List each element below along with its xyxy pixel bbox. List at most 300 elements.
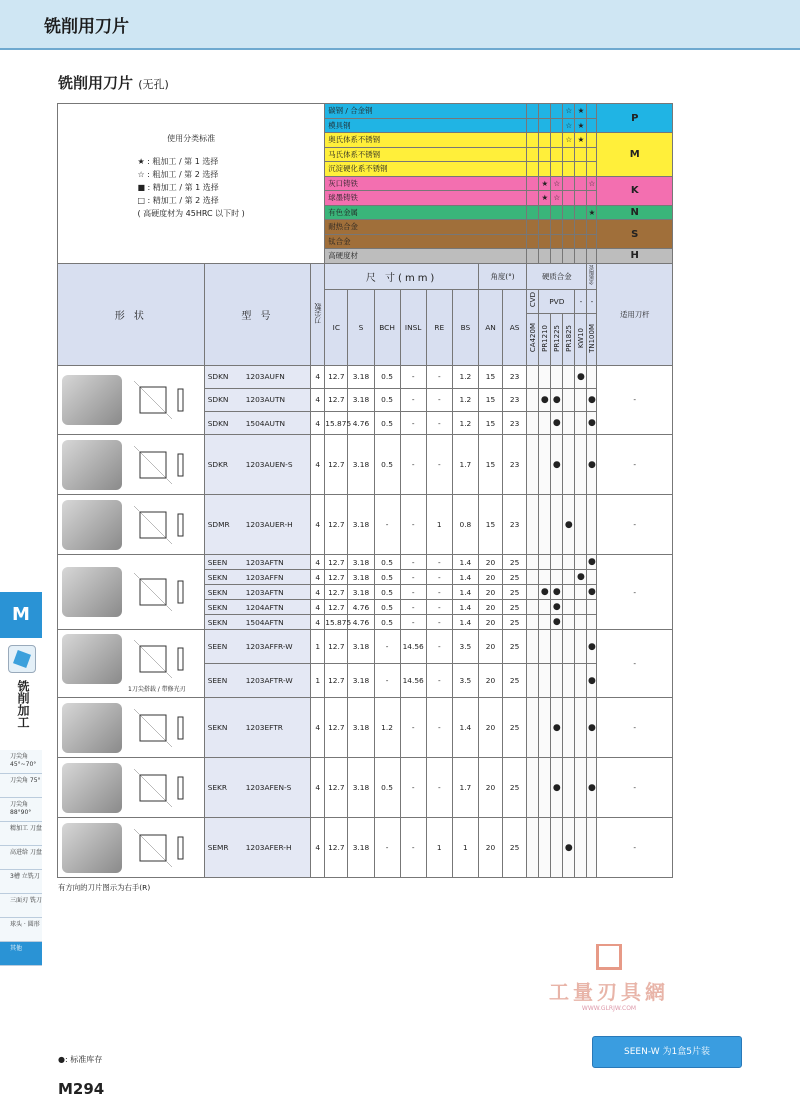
cell-s: 3.18 [348, 555, 374, 570]
model-prefix: SEEN [207, 557, 228, 567]
side-menu-item[interactable]: 球头 · 圆形 [0, 918, 42, 942]
grade-stock-cell [575, 412, 587, 435]
direction-note: 有方向的刀片图示为右手(R) [58, 883, 151, 892]
cell-an: 15 [478, 435, 502, 495]
holder-cell: - [597, 555, 673, 630]
material-grade-mark [575, 234, 587, 249]
material-grade-mark [551, 162, 563, 177]
cell-insl: - [400, 818, 426, 878]
cell-insl: - [400, 615, 426, 630]
stock-legend: ●: 标准库存 [58, 1055, 103, 1064]
model-prefix: SDKN [207, 372, 229, 382]
cell-insl: - [400, 365, 426, 388]
insert-photo [62, 567, 122, 617]
side-menu [0, 750, 42, 966]
material-grade-mark [575, 176, 587, 191]
insert-drawing-icon [128, 703, 198, 753]
cell-s: 3.18 [348, 664, 374, 698]
page-number: M294 [58, 1080, 105, 1098]
insert-photo [62, 763, 122, 813]
chapter-tab-m[interactable]: M [0, 592, 42, 638]
material-grade-mark [527, 234, 539, 249]
grade-stock-cell: ● [551, 698, 563, 758]
model-cell[interactable] [204, 412, 311, 435]
cell-insl: - [400, 495, 426, 555]
grade-stock-cell [527, 698, 539, 758]
cell-ic: 12.7 [325, 585, 348, 600]
grade-stock-cell [587, 600, 597, 615]
holder-cell: - [597, 495, 673, 555]
model-prefix: SEKN [207, 723, 228, 733]
side-menu-item[interactable]: 刀尖角 75° [0, 774, 42, 798]
col-cvd [527, 289, 539, 313]
side-menu-item[interactable]: 刀尖角 88°90° [0, 798, 42, 822]
grade-stock-cell [563, 600, 575, 615]
grade-stock-cell [527, 600, 539, 615]
model-cell[interactable] [204, 585, 311, 600]
side-menu-item[interactable]: 3槽 立铣刀 [0, 870, 42, 894]
grade-stock-cell [539, 600, 551, 615]
cell-re: - [426, 615, 452, 630]
holder-cell: - [597, 698, 673, 758]
model-code: 1203AFFR-W [245, 642, 293, 652]
cell-insl: - [400, 600, 426, 615]
grade-stock-cell [575, 818, 587, 878]
material-grade-mark [587, 162, 597, 177]
insert-photo [62, 440, 122, 490]
material-grade-mark [551, 133, 563, 148]
grade-stock-cell [539, 555, 551, 570]
cell-as: 23 [503, 412, 527, 435]
cell-re: - [426, 365, 452, 388]
col-grade-label: KW10 [576, 327, 585, 349]
cell-re: - [426, 570, 452, 585]
model-cell[interactable] [204, 435, 311, 495]
grade-stock-cell: ● [587, 412, 597, 435]
material-row [58, 104, 673, 119]
model-cell[interactable] [204, 388, 311, 411]
cell-bch: - [374, 664, 400, 698]
cell-edges: 4 [311, 600, 325, 615]
top-banner [0, 0, 800, 50]
material-name: 模具钢 [325, 118, 527, 133]
model-prefix: SEKN [207, 587, 228, 597]
material-grade-mark [551, 220, 563, 235]
grade-stock-cell: ● [587, 555, 597, 570]
cell-as: 25 [503, 664, 527, 698]
insert-drawing-icon [128, 763, 198, 813]
group-label-m: M [597, 133, 673, 177]
cell-bch: 0.5 [374, 435, 400, 495]
cell-an: 20 [478, 555, 502, 570]
cell-edges: 4 [311, 435, 325, 495]
material-grade-mark [575, 205, 587, 220]
cell-an: 20 [478, 664, 502, 698]
col-carbide: 硬质合金 [527, 263, 587, 289]
material-name: 有色金属 [325, 205, 527, 220]
cell-bs: 3.5 [452, 630, 478, 664]
cell-re: - [426, 412, 452, 435]
cell-bs: 1.4 [452, 555, 478, 570]
cell-bs: 1.4 [452, 698, 478, 758]
col-angle: 角度(°) [478, 263, 526, 289]
cell-ic: 12.7 [325, 495, 348, 555]
cell-s: 3.18 [348, 758, 374, 818]
model-code: 1204AFTN [245, 602, 284, 612]
material-grade-mark [575, 249, 587, 264]
grade-stock-cell: ● [563, 818, 575, 878]
cell-bch: 0.5 [374, 600, 400, 615]
model-cell[interactable] [204, 365, 311, 388]
grade-stock-cell [539, 495, 551, 555]
cell-insl: - [400, 570, 426, 585]
grade-stock-cell [575, 615, 587, 630]
cell-ic: 12.7 [325, 818, 348, 878]
section-title [58, 72, 169, 93]
material-grade-mark [527, 176, 539, 191]
grade-stock-cell [563, 570, 575, 585]
material-grade-mark: ☆ [587, 176, 597, 191]
table-row [58, 435, 673, 495]
insert-drawing-icon [128, 823, 198, 873]
material-grade-mark: ★ [539, 191, 551, 206]
model-prefix: SDKN [207, 418, 229, 428]
cell-insl: - [400, 412, 426, 435]
cell-an: 15 [478, 412, 502, 435]
legend-line: ☆ : 粗加工 / 第 2 选择 [137, 170, 219, 179]
material-name: 球墨铸铁 [325, 191, 527, 206]
cell-an: 20 [478, 585, 502, 600]
grade-stock-cell [539, 664, 551, 698]
material-grade-mark [551, 147, 563, 162]
side-menu-item[interactable]: 刀尖角 45°~70° [0, 750, 42, 774]
col-grade-label: PR1825 [564, 324, 573, 352]
material-name: 灰口铸铁 [325, 176, 527, 191]
material-name: 奥氏体系不锈钢 [325, 133, 527, 148]
grade-stock-cell [575, 495, 587, 555]
material-grade-mark: ★ [575, 104, 587, 119]
grade-stock-cell: ● [587, 698, 597, 758]
col-cermet [587, 263, 597, 289]
shape-cell [58, 698, 205, 758]
model-prefix: SEKN [207, 617, 228, 627]
material-grade-mark: ★ [587, 205, 597, 220]
grade-stock-cell [587, 818, 597, 878]
grade-stock-cell [563, 365, 575, 388]
grade-stock-cell [551, 555, 563, 570]
cell-bs: 1.7 [452, 435, 478, 495]
cell-bch: 0.5 [374, 365, 400, 388]
grade-stock-cell [575, 435, 587, 495]
material-name: 高硬度材 [325, 249, 527, 264]
cell-bs: 1.7 [452, 758, 478, 818]
model-code: 1203EFTR [245, 723, 283, 733]
grade-stock-cell: ● [551, 388, 563, 411]
grade-stock-cell [563, 412, 575, 435]
model-cell[interactable] [204, 600, 311, 615]
holder-cell: - [597, 630, 673, 698]
grade-stock-cell: ● [563, 495, 575, 555]
cell-an: 15 [478, 388, 502, 411]
grade-stock-cell [527, 365, 539, 388]
group-label-s: S [597, 220, 673, 249]
col-model: 型 号 [204, 263, 311, 365]
material-grade-mark [539, 147, 551, 162]
model-cell[interactable] [204, 758, 311, 818]
cell-bs: 1.2 [452, 412, 478, 435]
cell-re: - [426, 630, 452, 664]
cell-bch: 0.5 [374, 615, 400, 630]
col-grade-label: TN100M [587, 323, 596, 353]
material-grade-mark [587, 191, 597, 206]
cell-insl: - [400, 435, 426, 495]
cell-s: 4.76 [348, 615, 374, 630]
col-grade-label: PR1210 [540, 324, 549, 352]
insert-drawing-icon [128, 440, 198, 490]
cell-edges: 4 [311, 570, 325, 585]
group-label-k: K [597, 176, 673, 205]
col-pvd: PVD [539, 289, 575, 313]
model-cell[interactable] [204, 664, 311, 698]
model-cell[interactable] [204, 495, 311, 555]
legend-title: 使用分类标准 [167, 134, 216, 143]
model-cell[interactable] [204, 698, 311, 758]
col-bs: BS [452, 289, 478, 365]
cell-re: 1 [426, 818, 452, 878]
cell-edges: 4 [311, 818, 325, 878]
chapter-vertical-label: 铣削加工 [16, 680, 30, 728]
col-grade [539, 313, 551, 365]
watermark-logo-icon [596, 944, 622, 970]
cell-as: 25 [503, 570, 527, 585]
model-code: 1203AFTN [245, 557, 284, 567]
cell-s: 3.18 [348, 570, 374, 585]
table-row [58, 495, 673, 555]
cell-as: 25 [503, 585, 527, 600]
milling-icon [8, 645, 36, 673]
grade-stock-cell [575, 698, 587, 758]
insert-drawing-icon [128, 634, 198, 684]
cell-as: 23 [503, 365, 527, 388]
model-cell[interactable] [204, 630, 311, 664]
cell-edges: 4 [311, 412, 325, 435]
insert-table [57, 103, 673, 878]
model-prefix: SDMR [207, 520, 230, 530]
cell-re: 1 [426, 495, 452, 555]
cell-s: 4.76 [348, 412, 374, 435]
table-row [58, 555, 673, 570]
grade-stock-cell: ● [587, 585, 597, 600]
cell-insl: - [400, 585, 426, 600]
cell-bs: 1.4 [452, 585, 478, 600]
cell-ic: 12.7 [325, 570, 348, 585]
material-grade-mark [575, 191, 587, 206]
side-menu-item[interactable]: 高进给 刀盘 [0, 846, 42, 870]
model-prefix: SEEN [207, 642, 228, 652]
grade-stock-cell [539, 412, 551, 435]
material-grade-mark [551, 104, 563, 119]
material-grade-mark [563, 234, 575, 249]
insert-photo [62, 823, 122, 873]
grade-stock-cell: ● [551, 615, 563, 630]
model-code: 1203AFEN-S [245, 783, 292, 793]
model-code: 1203AFTN [245, 587, 284, 597]
cell-edges: 1 [311, 664, 325, 698]
grade-stock-cell [563, 758, 575, 818]
grade-stock-cell: ● [587, 435, 597, 495]
material-grade-mark [563, 162, 575, 177]
model-prefix: SEKN [207, 572, 228, 582]
cell-s: 3.18 [348, 365, 374, 388]
model-cell[interactable] [204, 570, 311, 585]
grade-stock-cell: ● [587, 388, 597, 411]
grade-stock-cell [587, 365, 597, 388]
grade-stock-cell: ● [551, 412, 563, 435]
grade-stock-cell [551, 365, 563, 388]
material-grade-mark [587, 220, 597, 235]
cell-an: 20 [478, 758, 502, 818]
grade-stock-cell: ● [587, 758, 597, 818]
material-grade-mark [527, 220, 539, 235]
cell-re: - [426, 388, 452, 411]
grade-stock-cell [527, 630, 539, 664]
material-grade-mark [539, 220, 551, 235]
material-grade-mark [563, 220, 575, 235]
cell-bch: - [374, 818, 400, 878]
material-grade-mark: ☆ [563, 118, 575, 133]
grade-stock-cell: ● [551, 600, 563, 615]
model-cell[interactable] [204, 615, 311, 630]
cell-insl: - [400, 698, 426, 758]
cell-an: 20 [478, 630, 502, 664]
col-grade [563, 313, 575, 365]
watermark-text: 工量刃具網 [549, 980, 669, 1004]
material-grade-mark [539, 205, 551, 220]
cell-as: 23 [503, 388, 527, 411]
side-menu-item[interactable]: 精加工 刀盘 [0, 822, 42, 846]
cell-bch: 0.5 [374, 388, 400, 411]
material-grade-mark [527, 249, 539, 264]
table-row [58, 818, 673, 878]
model-cell[interactable] [204, 818, 311, 878]
cell-s: 3.18 [348, 585, 374, 600]
material-grade-mark [539, 118, 551, 133]
shape-cell [58, 758, 205, 818]
group-label-n: N [597, 205, 673, 220]
material-grade-mark [551, 118, 563, 133]
grade-stock-cell [539, 570, 551, 585]
grade-stock-cell: ● [575, 570, 587, 585]
material-name: 钛合金 [325, 234, 527, 249]
shape-cell [58, 495, 205, 555]
grade-stock-cell [551, 630, 563, 664]
material-grade-mark [539, 234, 551, 249]
model-code: 1203AUTN [245, 395, 286, 405]
cell-edges: 4 [311, 388, 325, 411]
cell-as: 25 [503, 600, 527, 615]
insert-photo [62, 703, 122, 753]
cell-an: 20 [478, 698, 502, 758]
grade-stock-cell [563, 555, 575, 570]
cell-bch: - [374, 495, 400, 555]
col-grade [551, 313, 563, 365]
material-name: 耐热合金 [325, 220, 527, 235]
holder-cell: - [597, 758, 673, 818]
cell-re: - [426, 758, 452, 818]
cell-bs: 3.5 [452, 664, 478, 698]
cell-as: 25 [503, 555, 527, 570]
material-grade-mark [527, 147, 539, 162]
cell-ic: 12.7 [325, 664, 348, 698]
section-title-sub: (无孔) [138, 78, 169, 91]
grade-stock-cell [575, 758, 587, 818]
material-grade-mark: ★ [539, 176, 551, 191]
material-grade-mark [527, 104, 539, 119]
cell-re: - [426, 698, 452, 758]
side-menu-item[interactable]: 三面刃 铣刀 [0, 894, 42, 918]
cell-ic: 12.7 [325, 600, 348, 615]
holder-cell: - [597, 818, 673, 878]
grade-stock-cell [527, 818, 539, 878]
grade-stock-cell [575, 555, 587, 570]
material-name: 马氏体系不锈钢 [325, 147, 527, 162]
group-label-p: P [597, 104, 673, 133]
cell-insl: - [400, 388, 426, 411]
material-grade-mark [539, 133, 551, 148]
header-row-1 [58, 263, 673, 289]
side-menu-item[interactable]: 其他 [0, 942, 42, 966]
col-shape: 形 状 [58, 263, 205, 365]
pack-info-button[interactable]: SEEN-W 为1盒5片装 [592, 1036, 742, 1068]
cell-bch: 0.5 [374, 570, 400, 585]
cell-s: 3.18 [348, 698, 374, 758]
material-grade-mark [551, 234, 563, 249]
grade-stock-cell: ● [551, 758, 563, 818]
material-grade-mark [563, 176, 575, 191]
table-row [58, 758, 673, 818]
grade-stock-cell [563, 630, 575, 664]
cell-as: 25 [503, 615, 527, 630]
col-s: S [348, 289, 374, 365]
grade-stock-cell [527, 664, 539, 698]
cell-s: 3.18 [348, 435, 374, 495]
material-grade-mark: ☆ [563, 104, 575, 119]
col-grade-label: PR1225 [552, 324, 561, 352]
grade-stock-cell: ● [551, 435, 563, 495]
cell-as: 25 [503, 818, 527, 878]
section-title-main: 铣削用刀片 [58, 74, 134, 92]
insert-photo [62, 634, 122, 684]
grade-stock-cell [551, 570, 563, 585]
shape-cell [58, 818, 205, 878]
shape-cell [58, 630, 205, 698]
grade-stock-cell [539, 435, 551, 495]
grade-stock-cell [527, 555, 539, 570]
model-cell[interactable] [204, 555, 311, 570]
model-prefix: SDKN [207, 395, 229, 405]
col-grade [575, 313, 587, 365]
col-dims: 尺 寸(mm) [325, 263, 479, 289]
col-dash-1: - [575, 289, 587, 313]
material-grade-mark [527, 133, 539, 148]
insert-drawing-icon [128, 500, 198, 550]
cell-ic: 12.7 [325, 388, 348, 411]
cell-ic: 12.7 [325, 435, 348, 495]
cell-an: 15 [478, 365, 502, 388]
model-prefix: SEMR [207, 843, 229, 853]
watermark [544, 944, 674, 1012]
cell-as: 23 [503, 435, 527, 495]
